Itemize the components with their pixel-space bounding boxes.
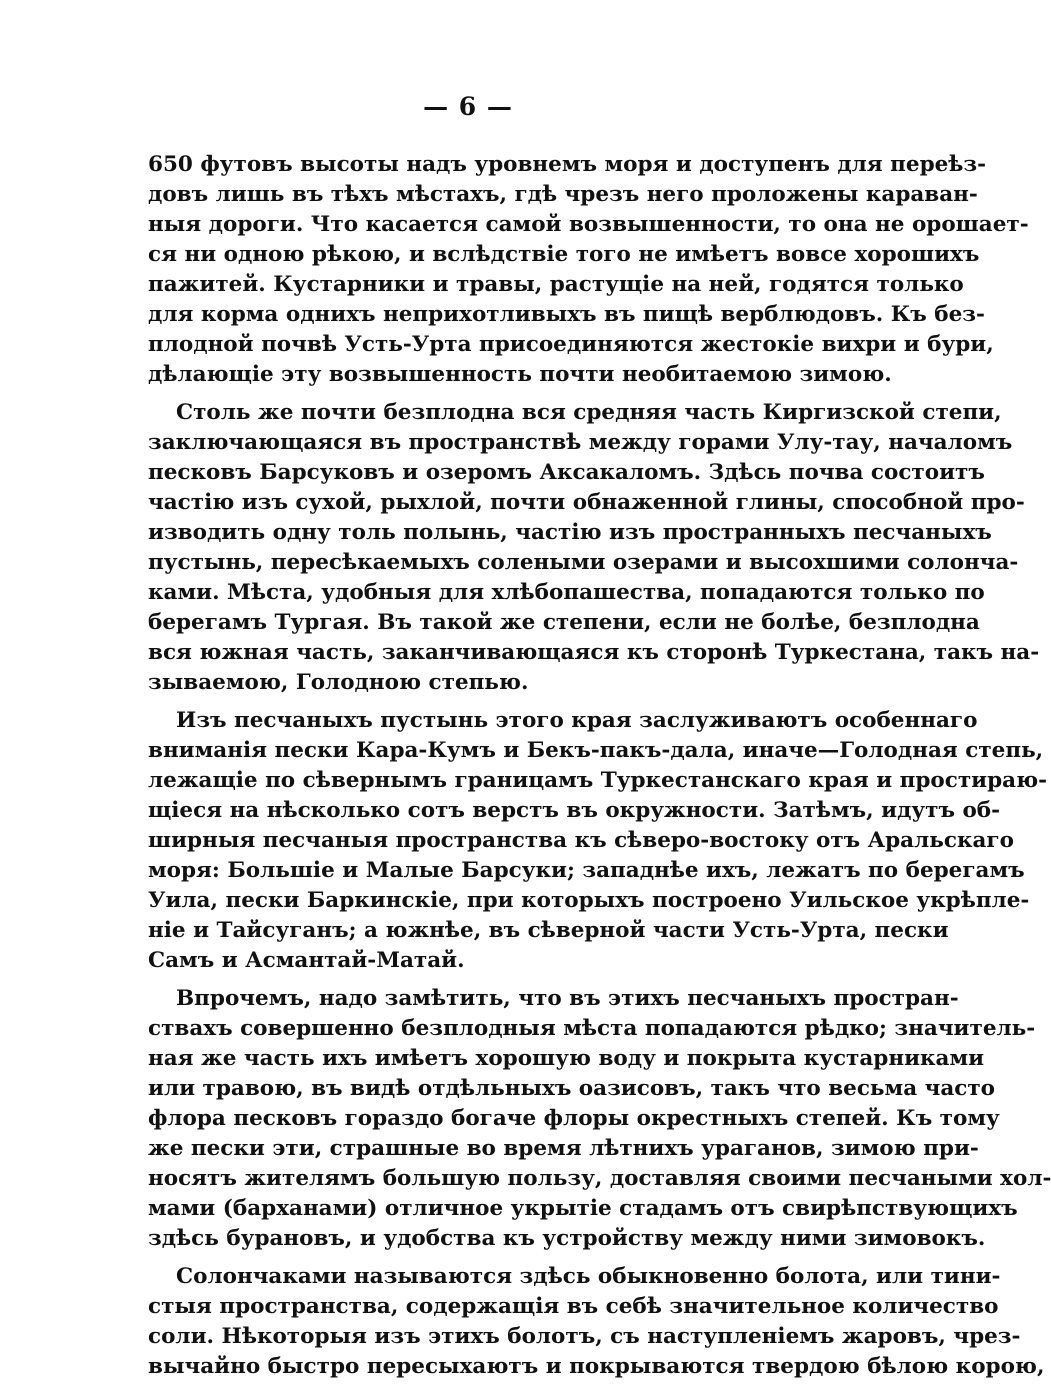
text-line: довъ лишь въ тѣхъ мѣстахъ, гдѣ чрезъ него проложены караван- [148,182,978,207]
text-line: заключающаяся въ пространствѣ между горами Улу-тау, началомъ [148,430,1013,455]
text-line: ширныя песчаныя пространства къ сѣверо-востоку отъ Аральскаго [148,828,1014,853]
text-line: дѣлающіе эту возвышенность почти необитаемою зимою. [148,362,892,387]
text-line: стыя пространства, содержащія въ себѣ значительное количество [148,1294,999,1319]
text-line: песковъ Барсуковъ и озеромъ Аксакаломъ. Здѣсь почва состоитъ [148,460,985,485]
text-line: Впрочемъ, надо замѣтить, что въ этихъ песчаныхъ простран- [176,986,959,1011]
body-text [148,150,1051,1390]
paragraph-1 [148,150,1029,390]
text-line: или травою, въ видѣ отдѣльныхъ оазисовъ, такъ что весьма часто [148,1076,996,1101]
text-line: пустынь, пересѣкаемыхъ солеными озерами и высохшими солонча- [148,550,1019,575]
text-line: же пески эти, страшные во время лѣтнихъ ураганов, зимою при- [148,1136,979,1161]
text-line: Солончаками называются здѣсь обыкновенно болота, или тини- [176,1264,1001,1289]
text-line: мами (барханами) отличное укрытіе стадамъ отъ свирѣпствующихъ [148,1196,1018,1221]
text-line: Изъ песчаныхъ пустынь этого края заслуживаютъ особеннаго [176,708,978,733]
text-line: Самъ и Асмантай-Матай. [148,948,465,973]
text-line: ныя дороги. Что касается самой возвышенности, то она не орошает- [148,212,1029,237]
text-line: берегамъ Тургая. Въ такой же степени, если не болѣе, безплодна [148,610,980,635]
paragraph-3 [148,706,1048,976]
text-line: щіеся на нѣсколько сотъ верстъ въ окружности. Затѣмъ, идутъ об- [148,798,1001,823]
text-line: Столь же почти безплодна вся средняя часть Киргизской степи, [176,400,1002,425]
text-line: 650 футовъ высоты надъ уровнемъ моря и доступенъ для переѣз- [148,152,987,177]
text-line: ками. Мѣста, удобныя для хлѣбопашества, попадаются только по [148,580,985,605]
text-line: Уила, пески Баркинскіе, при которыхъ построено Уильское укрѣпле- [148,888,1030,913]
text-line: зываемою, Голодною степью. [148,670,529,695]
text-line: для корма однихъ неприхотливыхъ въ пищѣ верблюдовъ. Къ без- [148,302,985,327]
text-line: лежащіе по сѣвернымъ границамъ Туркестанскаго края и простираю- [148,768,1048,793]
text-line: моря: Большіе и Малые Барсуки; западнѣе ихъ, лежатъ по берегамъ [148,858,1025,883]
text-line: вниманія пески Кара-Кумъ и Бекъ-пакъ-дала, иначе—Голодная степь, [148,738,1044,763]
text-line: соли. Нѣкоторыя изъ этихъ болотъ, съ наступленіемъ жаровъ, чрез- [148,1324,1021,1349]
text-line: здѣсь бурановъ, и удобства къ устройству между ними зимовокъ. [148,1226,986,1251]
paragraph-5 [148,1262,1045,1382]
text-line: изводить одну толь полынь, частію изъ пространныхъ песчаныхъ [148,520,992,545]
page-number: — 6 — [423,92,513,121]
paragraph-2 [148,398,1040,698]
text-line: носятъ жителямъ большую пользу, доставляя своими песчаными хол- [148,1166,1051,1191]
text-line: ся ни одною рѣкою, и вслѣдствіе того не имѣетъ вовсе хорошихъ [148,242,980,267]
text-line: вычайно быстро пересыхаютъ и покрываются твердою бѣлою корою, [148,1354,1045,1379]
text-line: ная же часть ихъ имѣетъ хорошую воду и покрыта кустарниками [148,1046,985,1071]
paragraph-4 [148,984,1051,1254]
text-line: пажитей. Кустарники и травы, растущіе на ней, годятся только [148,272,964,297]
text-line: плодной почвѣ Усть-Урта присоединяются жестокіе вихри и бури, [148,332,994,357]
text-line: флора песковъ гораздо богаче флоры окрестныхъ степей. Къ тому [148,1106,1000,1131]
text-line: ствахъ совершенно безплодныя мѣста попадаются рѣдко; значитель- [148,1016,1036,1041]
text-line: частію изъ сухой, рыхлой, почти обнаженной глины, способной про- [148,490,1025,515]
text-line: ніе и Тайсуганъ; а южнѣе, въ сѣверной части Усть-Урта, пески [148,918,949,943]
text-line: вся южная часть, заканчивающаяся къ сторонѣ Туркестана, такъ на- [148,640,1040,665]
